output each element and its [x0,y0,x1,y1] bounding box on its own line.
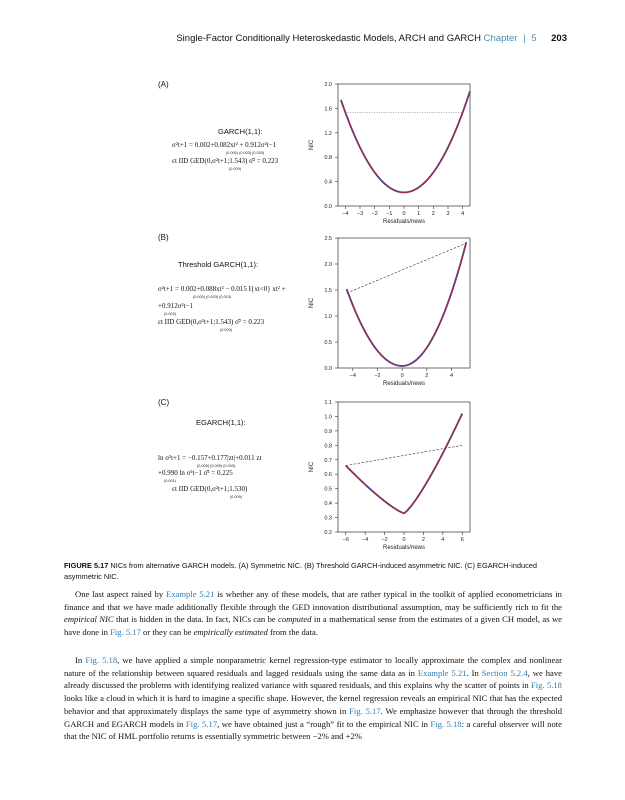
y-tick-label: 2.5 [324,236,332,242]
p1-text-run: computed [278,614,312,625]
page-number: 203 [551,33,567,44]
nic-scatter-band [347,242,467,366]
x-tick-label: 4 [441,537,445,543]
panel-b-eq1-se: (0.000) (0.003) (0.013) [193,295,232,299]
x-tick-label: −4 [362,537,369,543]
chart-a [300,76,480,228]
y-tick-label: 1.0 [324,314,332,320]
y-tick-label: 1.6 [324,106,332,113]
y-tick-label: 0.8 [324,443,332,450]
x-tick-label: 0 [400,373,404,379]
panel-b-eq3-se: (0.009) [220,328,233,332]
cross-reference-link[interactable]: Fig. 5.17 [110,627,141,638]
caption-label: FIGURE 5.17 [64,561,109,570]
p2-text-run: : a careful observer will note that the NIC of HML portfolio returns is essentially symmetric between −2% and +2% [64,718,562,742]
panel-a-eq1-se: (0.000) (0.003) (0.003) [226,151,265,155]
panel-a-eq2: εt IID GED(0,σ²t+1;1.543) σ̄² = 0.223 [172,157,279,165]
y-tick-label: 0.3 [324,515,332,522]
nic-scatter-band [346,414,462,514]
header-separator: | [523,33,526,44]
y-tick-label: 1.2 [324,130,332,137]
body-paragraph-1 [64,588,562,639]
chart-b [300,230,480,390]
y-tick-label: 1.5 [324,288,332,294]
panel-c-eq2: +0.990 ln σ²t−1 σ̄² = 0.225 [158,469,233,477]
p1-text-run: from the data. [267,627,318,638]
header-title: Single-Factor Conditionally Heteroskedastic Models, ARCH and GARCH [176,33,481,44]
panel-c-eq2-se: (0.001) [164,479,177,483]
panel-b-eq2: +0.912σ²t−1 [158,302,193,310]
x-tick-label: 2 [431,211,435,217]
cross-reference-link[interactable]: Fig. 5.17 [349,705,381,716]
x-tick-label: 2 [425,373,429,379]
p1-text-run: or they can be [140,627,194,638]
p1-text-run: empirical NIC [64,614,114,625]
panel-c-label: (C) [158,398,170,407]
y-tick-label: 0.0 [324,204,332,210]
y-tick-label: 0.0 [324,366,332,372]
cross-reference-link[interactable]: Fig. 5.17 [185,718,218,729]
header-chapter-number: 5 [531,33,537,44]
p2-text-run: . In [466,667,482,678]
x-axis-label: Residuals/news [382,381,426,387]
cross-reference-link[interactable]: Example 5.21 [417,667,467,678]
panel-b-label: (B) [158,233,169,242]
nic-curve [346,414,462,514]
p1-text-run: One last aspect raised by [75,589,166,599]
p1-text-run: empirically estimated [193,627,268,638]
y-tick-label: 0.4 [324,179,332,186]
x-tick-label: −4 [349,373,356,379]
x-tick-label: 1 [417,211,421,217]
y-tick-label: 0.5 [324,340,332,346]
cross-reference-link[interactable]: Fig. 5.18 [531,680,562,691]
running-header [176,33,567,44]
reference-line [347,243,467,293]
panel-c-eq1: ln σ²t+1 = −0.157+0.177|zt|+0.011 zt [158,454,262,462]
body-paragraph-2 [64,654,562,743]
panel-a-eq2-se: (0.009) [229,167,242,171]
p2-text-run: , we have obtained just a “rough” fit to the empirical NIC in [217,718,431,729]
x-tick-label: −4 [342,211,349,217]
panel-b-model-title: Threshold GARCH(1,1): [178,260,259,269]
p2-text-run: , we have applied a simple nonparametric kernel regression-type estimator to locally approximate the complex and nonlinear nature of the relationship between squared residuals and lagged residuals using the same data as in [64,655,562,678]
p1-text-run: in a mathematical sense from the estimates of a given CH model, as we have done in [64,614,562,638]
y-axis-label: NIC [309,297,315,309]
x-tick-label: −2 [374,373,381,379]
p1-text-run: that is hidden in the data. In fact, NICs can be [113,614,279,625]
panel-c-eq1-se: (0.005) (0.005) (0.003) [197,464,236,468]
y-tick-label: 2.0 [324,262,332,268]
x-tick-label: 6 [460,537,464,543]
y-tick-label: 0.9 [324,428,332,435]
x-tick-label: 2 [421,537,425,543]
x-tick-label: −3 [356,211,364,217]
y-tick-label: 2.0 [324,82,332,88]
panel-a-model-title: GARCH(1,1): [218,127,263,136]
y-tick-label: 0.8 [324,155,332,162]
y-axis-label: NIC [309,139,315,151]
y-tick-label: 0.4 [324,501,332,508]
x-tick-label: 0 [402,211,406,217]
plot-frame [338,84,470,206]
p2-text-run: looks like a cloud in which it is hard to imagine a specific shape. However, the kernel regression reveals an empirical NIC that has the expected behavior and that approximately displays the same type of asymmetry shown in [64,693,562,716]
panel-a-label: (A) [158,80,169,89]
panel-b-eq2-se: (0.003) [164,312,177,316]
x-axis-label: Residuals/news [382,545,426,551]
p2-text-run: , we have already discussed the problems with identifying realized variance with squared residuals, and this explains why the scatter of points in [64,667,562,691]
chart-c [300,394,480,554]
p2-text-run: In [75,655,86,665]
panel-c-eq3-se: (0.009) [230,495,243,499]
p1-text-run: is whether any of these models, that are rather typical in the toolkit of applied econometricians in finance and that we have made additionally flexible through the GED innovation distributional assumption, may be sufficiently rich to fit the [64,589,562,612]
cross-reference-link[interactable]: Example 5.21 [165,589,215,599]
caption-text: NICs from alternative GARCH models. (A) Symmetric NIC. (B) Threshold GARCH-induced asymmetric NIC. (C) EGARCH-induced asymmetric NIC. [64,561,537,581]
figure-caption [64,560,562,582]
cross-reference-link[interactable]: Section 5.2.4 [481,667,528,678]
y-tick-label: 0.7 [324,457,332,464]
panel-c-eq3: εt IID GED(0,σ²t+1;1.530) [172,485,248,493]
panel-a-eq1: σ²t+1 = 0.002+0.082xt² + 0.912σ²t−1 [172,141,277,149]
panel-c-model-title: EGARCH(1,1): [196,418,246,427]
panel-b-eq3: εt IID GED(0,σ²t+1;1.543) σ̄² = 0.223 [158,318,265,326]
p2-text-run: . We emphasize however that through the threshold GARCH and EGARCH models in [64,705,562,729]
panel-b-eq1: σ²t+1 = 0.002+0.088xt² − 0.015 I{xt<0} xt² + [158,285,286,293]
y-tick-label: 0.6 [324,472,332,479]
y-tick-label: 0.5 [324,486,332,493]
y-tick-label: 1.1 [324,400,332,406]
cross-reference-link[interactable]: Fig. 5.18 [85,655,118,665]
nic-curve [341,91,470,192]
y-axis-label: NIC [309,461,315,473]
x-tick-label: 4 [461,211,465,217]
x-tick-label: −6 [342,537,349,543]
plot-frame [338,238,470,368]
x-axis-label: Residuals/news [382,219,426,225]
x-tick-label: −1 [386,211,393,217]
x-tick-label: 3 [446,211,450,217]
x-tick-label: 4 [449,373,454,379]
y-tick-label: 1.0 [324,414,332,421]
header-chapter: Chapter [483,33,518,44]
x-tick-label: −2 [371,211,378,217]
x-tick-label: 0 [402,537,406,543]
cross-reference-link[interactable]: Fig. 5.18 [430,718,462,729]
y-tick-label: 0.2 [324,530,332,536]
x-tick-label: −2 [381,537,388,543]
